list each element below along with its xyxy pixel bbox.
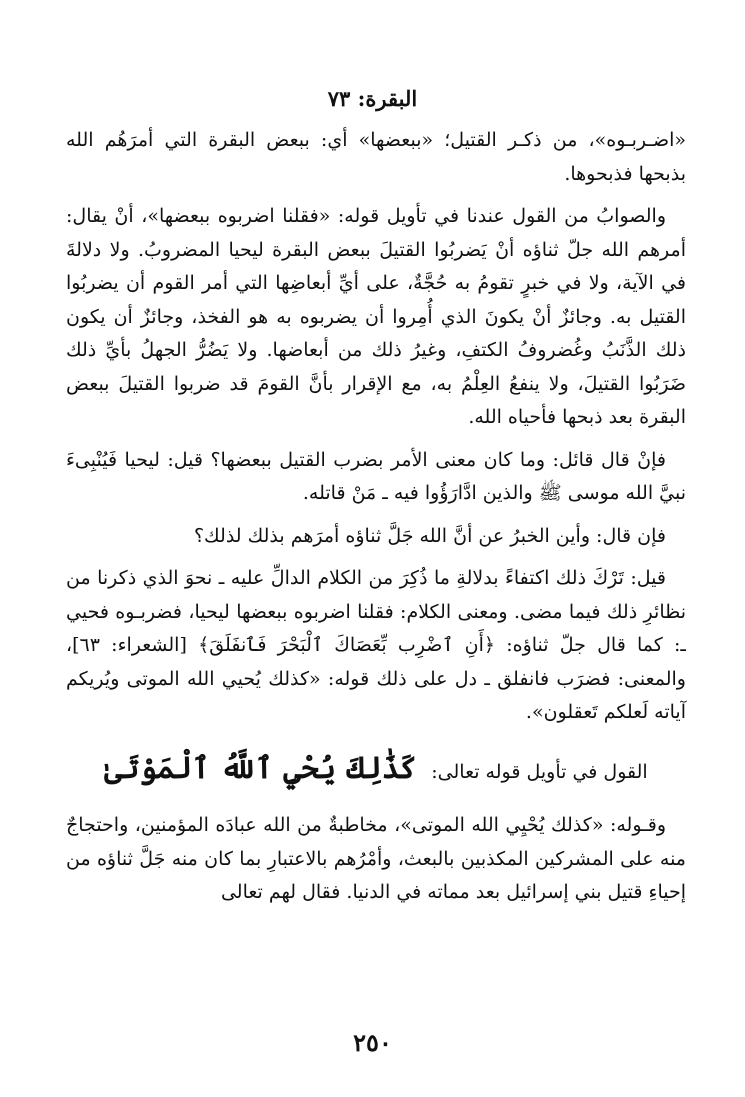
paragraph-3: فإنْ قال قائل: وما كان معنى الأمر بضرب القتيل ببعضها؟ قيل: ليحيا فَيُنْبِىءَ نبيَّ الله موسى ﷺ والذين ادَّارَؤُوا فيه ـ مَنْ قاتله. <box>66 448 686 504</box>
paragraph-1: «اضـربـوه»، من ذكـر القتيل؛ «ببعضها» أي: ببعض البقرة التي أمرَهُم الله بذبحها فذبحوها. <box>66 129 686 185</box>
heading-lead: القول في تأويل قوله تعالى: <box>431 760 648 783</box>
page-body <box>66 124 686 919</box>
paragraph-2: والصوابُ من القول عندنا في تأويل قوله: «فقلنا اضربوه ببعضها»، أنْ يقال: أمرهم الله جلّ ثناؤه أنْ يَضربُوا القتيلَ ببعض البقرة ليحيا المضروبُ. ولا دلالةَ في الآية، ولا في خبرٍ تقومُ به حُجَّةٌ، على أيِّ أبعاضِها التي أمر القوم أن يضربُوا القتيل به. وجائزٌ أنْ يكونَ الذي أُمِروا أن يضربوه به هو الفخذ، وجائزٌ أن يكون ذلك الذَّنَبُ وغُضروفُ الكتفِ، وغيرُ ذلك من أبعاضها. ولا يَضُرُّ الجهلُ بأيِّ ذلك ضَرَبُوا القتيلَ، ولا ينفعُ العِلْمُ به، مع الإقرار بأنَّ القومَ قد ضربوا القتيلَ ببعض البقرة بعد ذبحها فأحياه الله. <box>66 205 686 428</box>
paragraph-4: فإن قال: وأين الخبرُ عن أنَّ الله جَلَّ ثناؤه أمرَهم بذلك لذلك؟ <box>193 524 666 547</box>
paragraph-5: قيل: تَرْكَ ذلك اكتفاءً بدلالةِ ما ذُكِرَ من الكلام الدالِّ عليه ـ نحوَ الذي ذكرنا من نظائرِ ذلك فيما مضى. ومعنى الكلام: فقلنا اضربوه ببعضها ليحيا، فضربـوه فحيي ـ: كما قال جلّ ثناؤه: ﴿أَنِ ٱضْرِب بِّعَصَاكَ ٱلْبَحْرَ فَٱنفَلَقَ﴾ [الشعراء: ٦٣]، والمعنى: فضرَب فانفلق ـ دل على ذلك قوله: «كذلك يُحيي الله الموتى ويُريكم آياته لَعلكم تَعقلون». <box>66 567 686 723</box>
page-number: ٢٥٠ <box>353 1028 392 1057</box>
running-header: البقرة: ٧٣ <box>327 86 418 111</box>
section-heading <box>66 752 686 790</box>
heading-verse: كَذَٰلِكَ يُحْيِ ٱللَّهُ ٱلْمَوْتَىٰ <box>104 750 417 786</box>
closing-paragraph: وقـوله: «كذلك يُحْيِي الله الموتى»، مخاطبةٌ من الله عبادَه المؤمنين، واحتجاجٌ منه على المشركين المكذبين بالبعث، وأمْرُهم بالاعتبارِ بما كان منه جَلَّ ثناؤه من إحياءِ قتيل بني إسرائيل بعد مماته في الدنيا. فقال لهم تعالى <box>66 814 686 903</box>
